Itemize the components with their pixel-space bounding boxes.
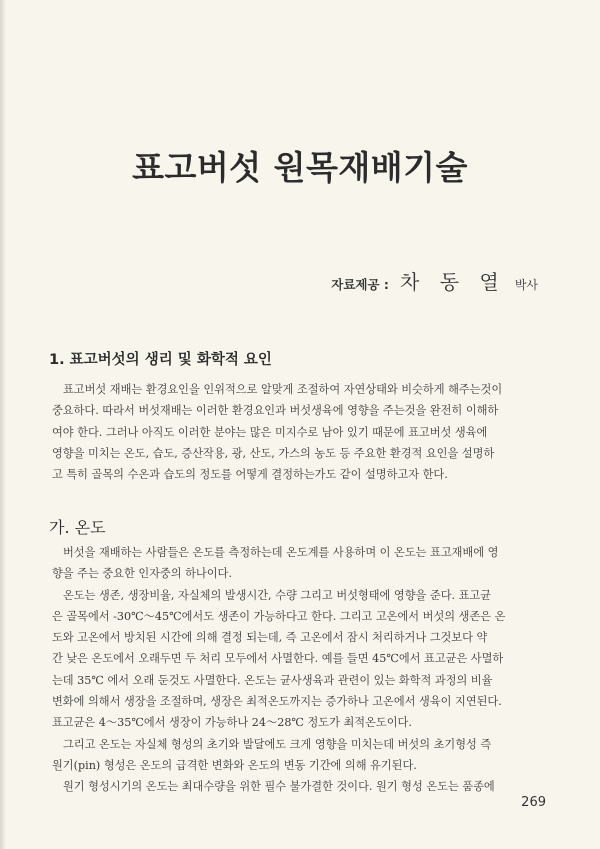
page-edge — [0, 0, 6, 849]
body-line: 간 낮은 온도에서 오래두면 두 처리 모두에서 사멸한다. 예를 들면 45℃에서 표고균은 사멸하 — [52, 652, 504, 666]
body-line: 온도는 생존, 생장비율, 자실체의 발생시간, 수량 그리고 버섯형태에 영향을 준다. 표고균 — [63, 588, 492, 602]
body-line: 원기(pin) 형성은 온도의 급격한 변화와 온도의 변동 기간에 의해 유기된다. — [52, 758, 417, 772]
intro-line: 여야 한다. 그러나 아직도 이러한 분야는 많은 미지수로 남아 있기 때문에 표고버섯 생육에 — [52, 425, 488, 439]
body-line: 표고균은 4～35℃에서 생장이 가능하나 24～28℃ 정도가 최적온도이다. — [52, 716, 412, 730]
page-number: 269 — [521, 795, 546, 810]
body-line: 원기 형성시기의 온도는 최대수량을 위한 필수 불가결한 것이다. 원기 형성 온도는 품종에 — [63, 780, 495, 794]
author-name: 차 동 열 — [400, 270, 506, 294]
section-heading: 1. 표고버섯의 생리 및 화학적 요인 — [49, 352, 272, 368]
intro-line: 중요하다. 따라서 버섯재배는 이러한 환경요인과 버섯생육에 영향을 주는것을 완전히 이해하 — [52, 404, 499, 418]
author-title: 박사 — [514, 278, 538, 292]
body-line: 버섯을 재배하는 사람들은 온도를 측정하는데 온도계를 사용하며 이 온도는 표고재배에 영 — [63, 546, 499, 559]
body-line: 도와 고온에서 방치된 시간에 의해 결정 되는데, 즉 고온에서 잠시 처리하거나 그것보다 약 — [52, 631, 488, 645]
intro-line: 영향을 미치는 온도, 습도, 증산작용, 광, 산도, 가스의 농도 등 주요한 환경적 요인을 설명하 — [52, 446, 495, 460]
intro-paragraph — [52, 379, 548, 485]
temperature-paragraph — [52, 542, 548, 798]
body-line: 는데 35℃ 에서 오래 둔것도 사멸한다. 온도는 균사생육과 관련이 있는 화학적 과정의 비율 — [52, 673, 493, 687]
author-credit — [331, 266, 538, 295]
body-line: 그리고 온도는 자실체 형성의 초기와 발달에도 크게 영향을 미치는데 버섯의 초기형성 즉 — [63, 737, 492, 751]
author-prefix: 자료제공 : — [331, 277, 389, 292]
intro-line: 표고버섯 재배는 환경요인을 인위적으로 알맞게 조절하여 자연상태와 비슷하게 해주는것이 — [63, 383, 503, 396]
body-line: 향을 주는 중요한 인자중의 하나이다. — [52, 567, 232, 581]
page-title: 표고버섯 원목재배기술 — [132, 148, 468, 187]
body-line: 은 골목에서 -30℃～45℃에서도 생존이 가능하다고 한다. 그리고 고온에서 버섯의 생존은 온 — [52, 609, 506, 623]
subsection-heading: 가. 온도 — [49, 518, 106, 537]
intro-line: 고 특히 골목의 수온과 습도의 정도를 어떻게 결정하는가도 같이 설명하고자 한다. — [52, 468, 448, 482]
body-line: 변화에 의해서 생장을 조절하며, 생장은 최적온도까지는 증가하나 고온에서 생육이 지연된다. — [52, 695, 502, 709]
